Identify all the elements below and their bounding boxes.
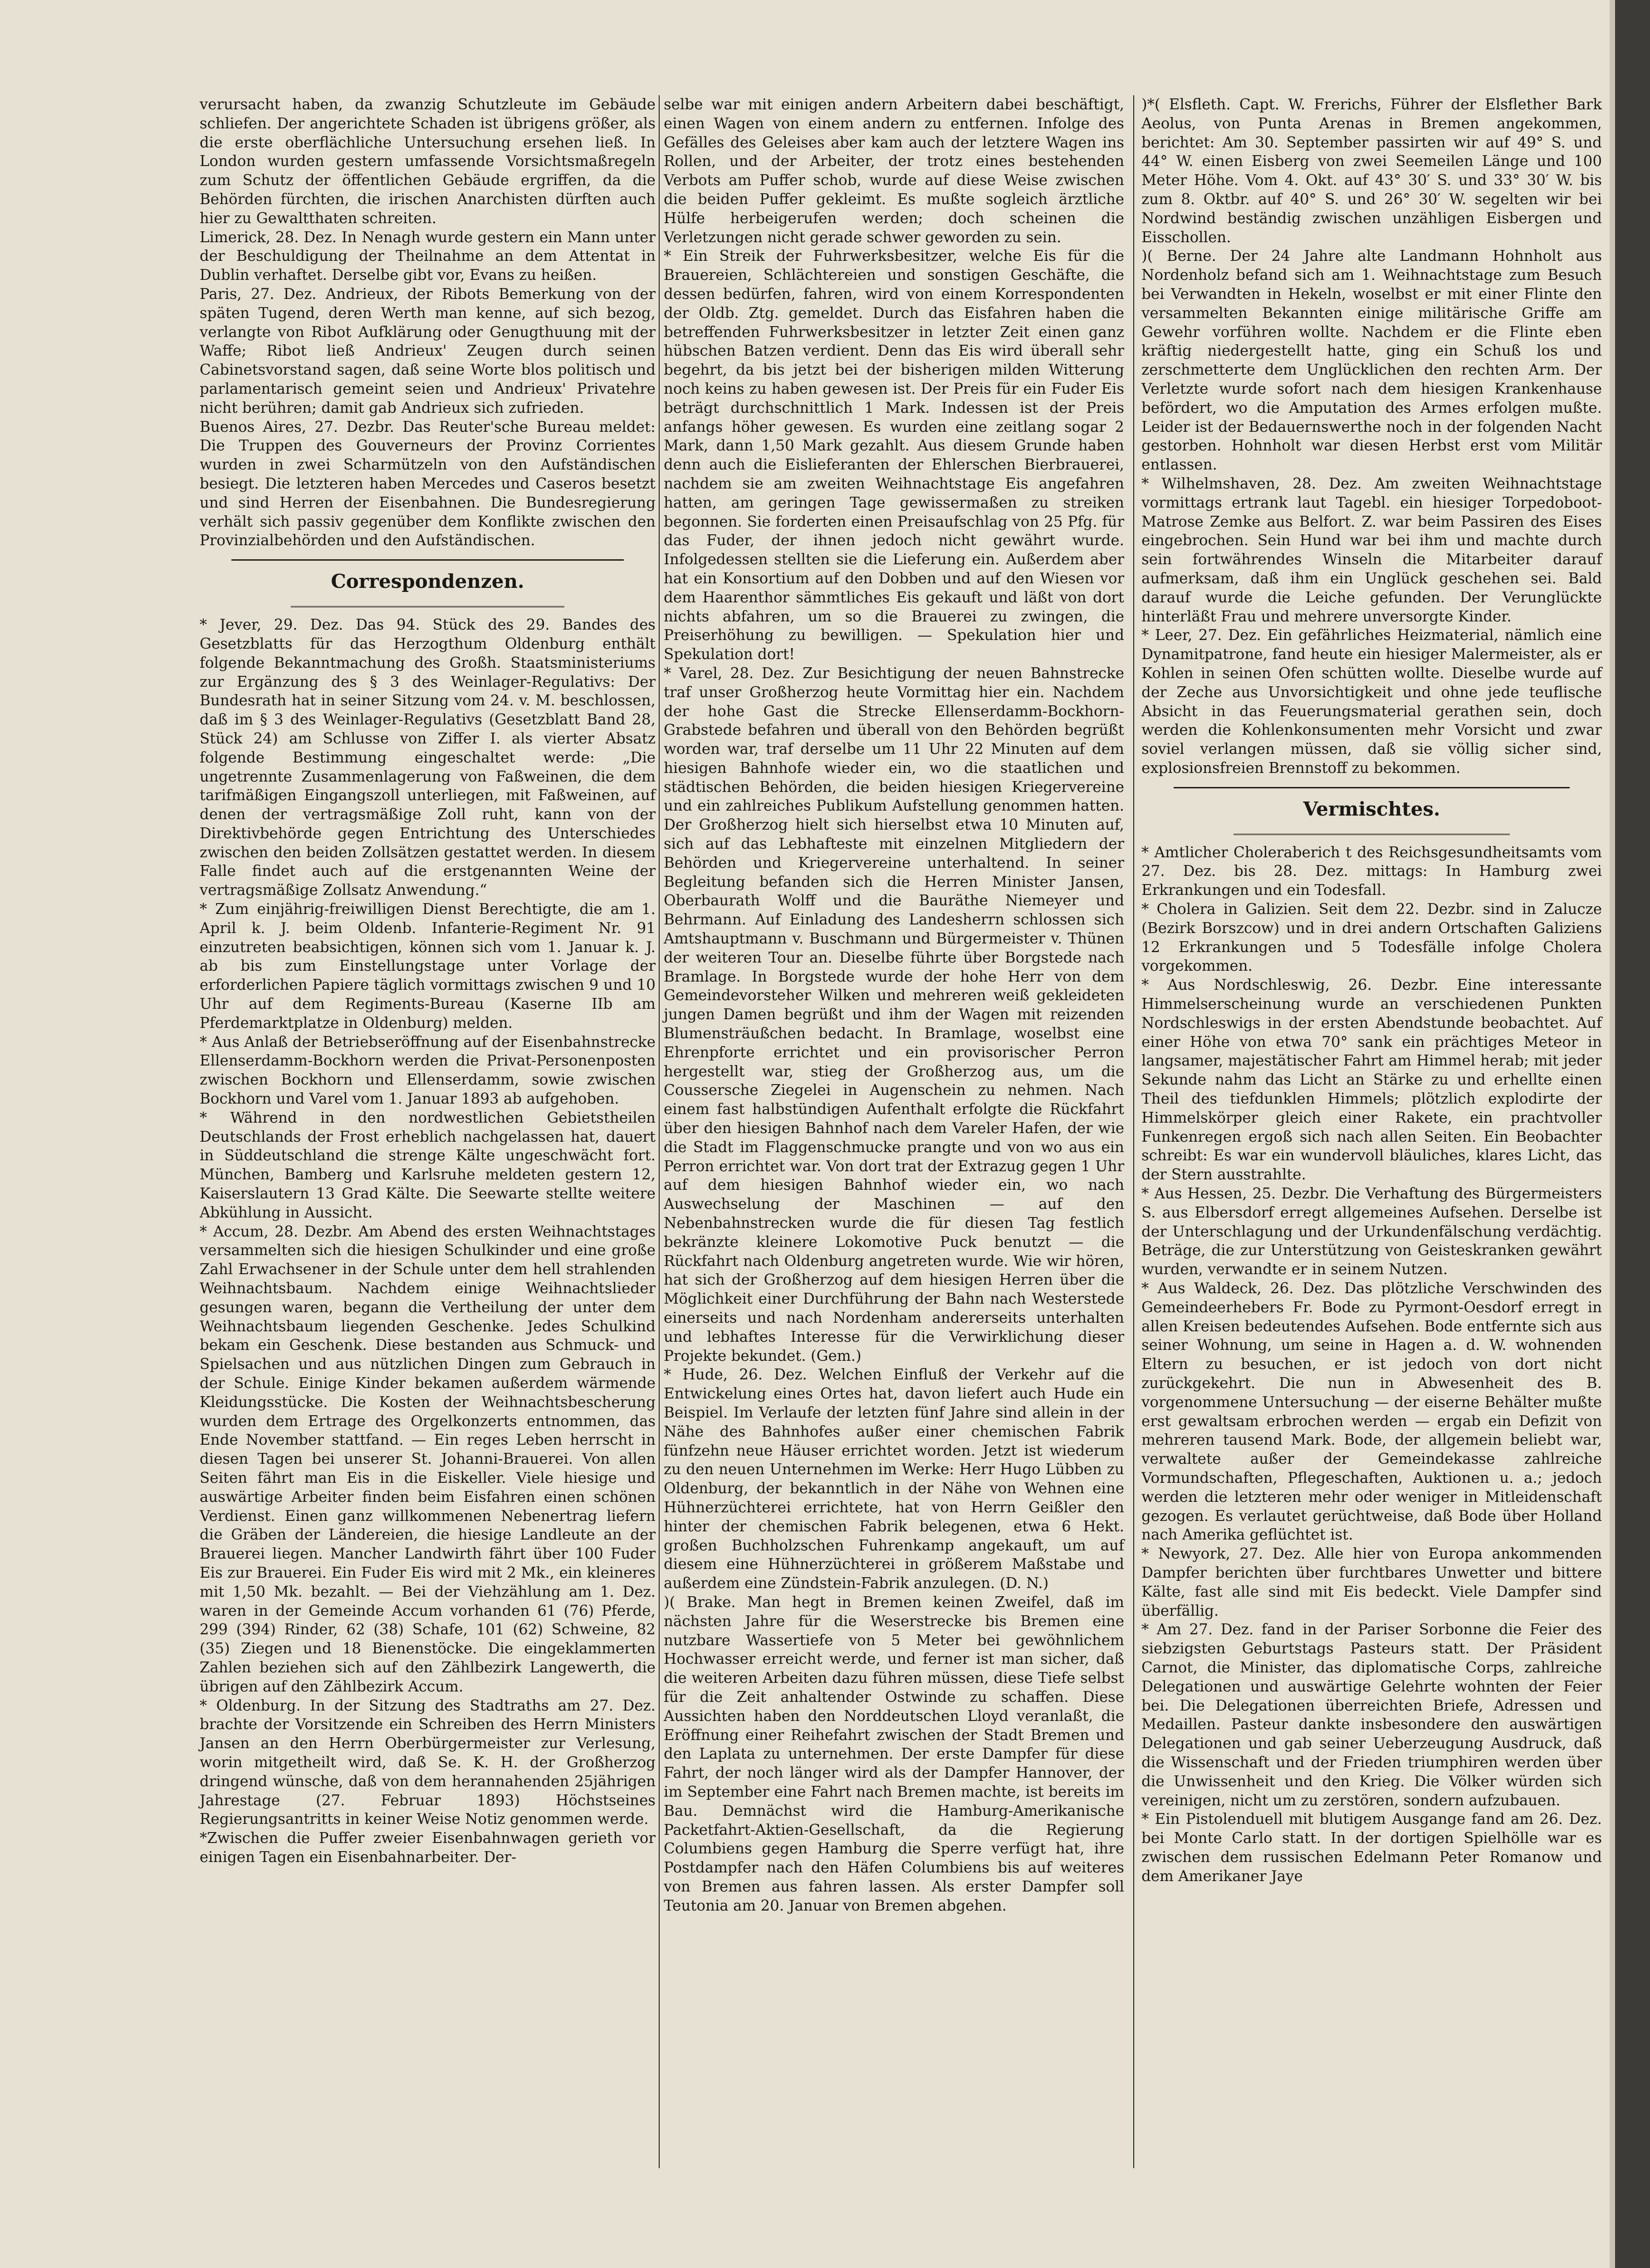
article-paragraph: * Wilhelmshaven, 28. Dez. Am zweiten Weihnachtstage vormittags ertrank laut Tagebl. ein hiesiger Torpedoboot-Matrose Zemke aus Belfort. Z. war beim Passiren des Eises eingebrochen. Sein Hund war bei ihm und machte durch sein fortwährendes Winseln die Mitarbeiter darauf aufmerksam, daß ihm ein Unglück geschehen sei. Bald darauf wurde die Leiche gefunden. Der Verunglückte hinterläßt Frau und mehrere unversorgte Kinder. — [1141, 474, 1602, 625]
article-paragraph: Paris, 27. Dez. Andrieux, der Ribots Bemerkung von der späten Tugend, deren Werth man kenne, auf sich bezog, verlangte von Ribot Aufklärung oder Genugthuung mit der Waffe; Ribot ließ Andrieux' Zeugen durch seinen Cabinetsvorstand sagen, daß seine Worte blos politisch und parlamentarisch gemeint seien und Andrieux' Privatehre nicht berühren; damit gab Andrieux sich zufrieden. — [200, 285, 656, 416]
article-paragraph: verursacht haben, da zwanzig Schutzleute im Gebäude schliefen. Der angerichtete Schaden ist übrigens größer, als die erste oberflächliche Untersuchung ersehen ließ. In London wurden gestern umfassende Vorsichtsmaßregeln zum Schutz der öffentlichen Gebäude ergriffen, da die Behörden fürchten, die irischen Anarchisten dürften auch hier zu Gewaltthaten schreiten. — [200, 96, 656, 227]
article-paragraph: * Während in den nordwestlichen Gebietstheilen Deutschlands der Frost erheblich nachgelassen hat, dauert in Süddeutschland die strenge Kälte ungeschwächt fort. München, Bamberg und Karlsruhe meldeten gestern 12, Kaiserslautern 13 Grad Kälte. Die Seewarte stellte weitere Abkühlung in Aussicht. — [200, 1109, 656, 1221]
article-paragraph: * Newyork, 27. Dez. Alle hier von Europa ankommenden Dampfer berichten über furchtbares Unwetter und bittere Kälte, fast alle sind mit Eis bedeckt. Viele Dampfer sind überfällig. — [1141, 1545, 1602, 1619]
article-paragraph: * Aus Hessen, 25. Dezbr. Die Verhaftung des Bürgermeisters S. aus Elbersdorf erregt allgemeines Aufsehen. Derselbe ist der Unterschlagung und der Urkundenfälschung verdächtig. Beträge, die zur Unterstützung von Geisteskranken gewährt wurden, verwandte er in seinem Nutzen. — [1141, 1185, 1602, 1278]
section-heading: Vermischtes. — [1303, 797, 1440, 820]
article-paragraph: Buenos Aires, 27. Dezbr. Das Reuter'sche Bureau meldet: Die Truppen des Gouverneurs der Provinz Corrientes wurden in zwei Scharmützeln von den Aufständischen besiegt. Die letzteren haben Mercedes und Caseros besetzt und sind Herren der Eisenbahnen. Die Bundesregierung verhält sich passiv gegenüber dem Konflikte zwischen den Provinzialbehörden und den Aufständischen. — [200, 418, 656, 549]
article-paragraph: selbe war mit einigen andern Arbeitern dabei beschäftigt, einen Wagen von einem andern zu entfernen. Infolge des Gefälles des Geleises aber kam auch der letztere Wagen ins Rollen, und der Arbeiter, der trotz eines bestehenden Verbots am Puffer schob, wurde auf diese Weise zwischen die beiden Puffer gekleimt. Es mußte sogleich ärztliche Hülfe herbeigerufen werden; doch scheinen die Verletzungen nicht gerade schwer geworden zu sein. — [664, 96, 1124, 246]
column-right — [1141, 95, 1602, 1886]
heading-rule — [231, 559, 623, 562]
article-paragraph: * Ein Streik der Fuhrwerksbesitzer, welche Eis für die Brauereien, Schlächtereien und sonstigen Geschäfte, die dessen bedürfen, fahren, wird von einem Korrespondenten der Oldb. Ztg. gemeldet. Durch das Eisfahren haben die betreffenden Fuhrwerksbesitzer in letzter Zeit einen ganz hübschen Batzen verdient. Denn das Eis wird überall sehr begehrt, da bis jetzt bei der bisherigen milden Witterung noch keins zu haben gewesen ist. Der Preis für ein Fuder Eis beträgt durchschnittlich 1 Mark. Indessen ist der Preis anfangs höher gewesen. Es wurden eine zeitlang sogar 2 Mark, dann 1,50 Mark gezahlt. Aus diesem Grunde haben denn auch die Eislieferanten der Ehlerschen Bierbrauerei, nachdem sie am zweiten Weihnachtstage Eis angefahren hatten, am geringen Tage gewissermaßen zu streiken begonnen. Sie forderten einen Preisaufschlag von 25 Pfg. für das Fuder, der ihnen jedoch nicht gewährt wurde. Infolgedessen stellten sie die Lieferung ein. Außerdem aber hat ein Konsortium auf den Dobben und auf den Wiesen vor dem Haarenthor sämmtliches Eis gekauft und läßt von dort nichts abfahren, um so die Brauerei zu zwingen, die Preiserhöhung zu bewilligen. — Spekulation hier und Spekulation dort! — [664, 247, 1124, 663]
article-paragraph: * Aus Waldeck, 26. Dez. Das plötzliche Verschwinden des Gemeindeerhebers Fr. Bode zu Pyrmont-Oesdorf erregt in allen Kreisen bedeutendes Aufsehen. Bode entfernte sich aus seiner Wohnung, um seine in Hagen a. d. W. wohnenden Eltern zu besuchen, er ist jedoch von dort nicht zurückgekehrt. Die nun in Abwesenheit des B. vorgenommene Untersuchung — der eiserne Behälter mußte erst gewaltsam erbrochen werden — ergab ein Defizit von mehreren tausend Mark. Bode, der allgemein beliebt war, verwaltete außer der Gemeindekasse zahlreiche Vormundschaften, Pflegeschaften, Auktionen u. a.; jedoch werden die letzteren mehr oder weniger in Mitleidenschaft gezogen. Es verlautet gerüchtweise, daß Bode über Holland nach Amerika geflüchtet ist. — [1141, 1280, 1602, 1544]
column-rule — [1133, 95, 1134, 2168]
article-paragraph: * Varel, 28. Dez. Zur Besichtigung der neuen Bahnstrecke traf unser Großherzog heute Vormittag hier ein. Nachdem der hohe Gast die Strecke Ellenserdamm-Bockhorn-Grabstede befahren und überall von den Behörden begrüßt worden war, traf derselbe um 11 Uhr 22 Minuten auf dem hiesigen Bahnhofe wieder ein, wo die staatlichen und städtischen Behörden, die beiden hiesigen Kriegervereine und ein zahlreiches Publikum Aufstellung genommen hatten. Der Großherzog hielt sich hierselbst etwa 10 Minuten auf, sich auf das Lebhafteste mit einzelnen Mitgliedern der Behörden und Kriegervereine unterhaltend. In seiner Begleitung befanden sich die Herren Minister Jansen, Oberbaurath Wolff und die Bauräthe Niemeyer und Behrmann. Auf Einladung des Landesherrn schlossen sich Amtshauptmann v. Buschmann und Bürgermeister v. Thünen der weiteren Tour an. Dieselbe führte über Borgstede nach Bramlage. In Borgstede wurde der hohe Herr von dem Gemeindevorsteher Wilken und mehreren weiß gekleideten jungen Damen begrüßt und ihm der Wagen mit reizenden Blumensträußchen bedacht. In Bramlage, woselbst eine Ehrenpforte errichtet und ein provisorischer Perron hergestellt war, stieg der Großherzog aus, um die Coussersche Ziegelei in Augenschein zu nehmen. Nach einem fast halbstündigen Aufenthalt erfolgte die Rückfahrt über den hiesigen Bahnhof nach dem Vareler Hafen, der wie die Stadt im Flaggenschmucke prangte und von wo aus ein Perron errichtet war. Von dort trat der Extrazug gegen 1 Uhr auf dem hiesigen Bahnhof wieder ein, wo nach Auswechselung der Maschinen — auf den Nebenbahnstrecken wurde die für diesen Tag festlich bekränzte kleinere Lokomotive Puck benutzt — die Rückfahrt nach Oldenburg angetreten wurde. Wie wir hören, hat sich der Großherzog auf dem hiesigen Herren über die Möglichkeit einer Durchführung der Bahn nach Westerstede einerseits und nach Nordenham andererseits unterhalten und lebhaftes Interesse für die Verwirklichung dieser Projekte bekundet. (Gem.) — [664, 664, 1124, 1364]
section-heading-block — [1141, 787, 1602, 835]
article-paragraph: * Leer, 27. Dez. Ein gefährliches Heizmaterial, nämlich eine Dynamitpatrone, fand heute ein hiesiger Malermeister, als er Kohlen in seinen Ofen schütten wollte. Dieselbe wurde auf der Zeche aus Unvorsichtigkeit und ohne jede teuflische Absicht in das Feuerungsmaterial gerathen sein, doch werden die Kohlenkonsumenten mehr Vorsicht und zwar soviel verlangen müssen, daß sie völlig sicher sind, explosionsfreien Brennstoff zu bekommen. — [1141, 626, 1602, 777]
article-paragraph: * Zum einjährig-freiwilligen Dienst Berechtigte, die am 1. April k. J. beim Oldenb. Infanterie-Regiment Nr. 91 einzutreten beabsichtigen, können sich vom 1. Januar k. J. ab bis zum Einstellungstage unter Vorlage der erforderlichen Papiere täglich vormittags zwischen 9 und 10 Uhr auf dem Regiments-Bureau (Kaserne IIb am Pferdemarktplatze in Oldenburg) melden. — [200, 900, 656, 1031]
article-paragraph: *Zwischen die Puffer zweier Eisenbahnwagen gerieth vor einigen Tagen ein Eisenbahnarbeiter. Der- — [200, 1829, 656, 1866]
article-paragraph: * Amtlicher Choleraberich t des Reichsgesundheitsamts vom 27. Dez. bis 28. Dez. mittags: In Hamburg zwei Erkrankungen und ein Todesfall. — [1141, 843, 1602, 899]
article-paragraph: * Aus Nordschleswig, 26. Dezbr. Eine interessante Himmelserscheinung wurde an verschiedenen Punkten Nordschleswigs in der ersten Abendstunde beobachtet. Auf einer Höhe von etwa 70° sank ein prächtiges Meteor in langsamer, majestätischer Fahrt am Himmel herab; mit jeder Sekunde nahm das Licht an Stärke zu und erhellte einen Theil des tiefdunklen Himmels; plötzlich explodirte der Himmelskörper gleich einer Rakete, ein prachtvoller Funkenregen ergoß sich nach allen Seiten. Ein Beobachter schreibt: Es war ein wundervoll bläuliches, klares Licht, das der Stern ausstrahlte. — [1141, 976, 1602, 1183]
article-paragraph: )*( Elsfleth. Capt. W. Frerichs, Führer der Elsflether Bark Aeolus, von Punta Arenas in Bremen angekommen, berichtet: Am 30. September passirten wir auf 49° S. und 44° W. einen Eisberg von zwei Seemeilen Länge und 100 Meter Höhe. Vom 4. Okt. auf 43° 30′ S. und 33° 30′ W. bis zum 8. Oktbr. auf 40° S. und 26° 30′ W. segelten wir bei Nordwind beständig zwischen unzähligen Eisbergen und Eisschollen. — [1141, 96, 1602, 246]
article-paragraph: * Jever, 29. Dez. Das 94. Stück des 29. Bandes des Gesetzblatts für das Herzogthum Oldenburg enthält folgende Bekanntmachung des Großh. Staatsministeriums zur Ergänzung des § 3 des Weinlager-Regulativs: Der Bundesrath hat in seiner Sitzung vom 24. v. M. beschlossen, daß im § 3 des Weinlager-Regulativs (Gesetzblatt Band 28, Stück 24) am Schlusse von Ziffer I. als vierter Absatz folgende Bestimmung eingeschaltet werde: „Die ungetrennte Zusammenlagerung von Faßweinen, die dem tarifmäßigen Eingangszoll unterliegen, mit Faßweinen, auf denen der vertragsmäßige Zoll ruht, kann von der Direktivbehörde gegen Entrichtung des Unterschiedes zwischen den beiden Zollsätzen gestattet werden. In diesem Falle findet auch auf die erstgenannten Weine der vertragsmäßige Zollsatz Anwendung.“ — [200, 616, 656, 899]
article-paragraph: * Cholera in Galizien. Seit dem 22. Dezbr. sind in Zalucze (Bezirk Borszcow) und in drei andern Ortschaften Galiziens 12 Erkrankungen und 5 Todesfälle infolge Cholera vorgekommen. — [1141, 900, 1602, 975]
article-paragraph: * Accum, 28. Dezbr. Am Abend des ersten Weihnachtstages versammelten sich die hiesigen Schulkinder und eine große Zahl Erwachsener in der Schule unter dem hell strahlenden Weihnachtsbaum. Nachdem einige Weihnachtslieder gesungen waren, begann die Vertheilung der unter dem Weihnachtsbaum liegenden Geschenke. Jedes Schulkind bekam ein Geschenk. Diese bestanden aus Schmuck- und Spielsachen und aus nützlichen Dingen zum Gebrauch in der Schule. Einige Kinder bekamen außerdem wärmende Kleidungsstücke. Die Kosten der Weihnachtsbescherung wurden dem Ertrage des Orgelkonzerts entnommen, das Ende November stattfand. — Ein reges Leben herrscht in diesen Tagen bei unserer St. Johanni-Brauerei. Von allen Seiten fährt man Eis in die Eiskeller. Viele hiesige und auswärtige Arbeiter finden beim Eisfahren einen schönen Verdienst. Einen ganz willkommenen Nebenertrag liefern die Gräben der Ländereien, die hiesige Landleute an der Brauerei liegen. Mancher Landwirth fährt über 100 Fuder Eis zur Brauerei. Ein Fuder Eis wird mit 2 Mk., ein kleineres mit 1,50 Mk. bezahlt. — Bei der Viehzählung am 1. Dez. waren in der Gemeinde Accum vorhanden 61 (76) Pferde, 299 (394) Rinder, 62 (38) Schafe, 101 (62) Schweine, 82 (35) Ziegen und 18 Bienenstöcke. Die eingeklammerten Zahlen beziehen sich auf den Zählbezirk Langewerth, die übrigen auf den Zählbezirk Accum. — [200, 1222, 656, 1695]
section-heading-block — [200, 559, 656, 607]
article-paragraph: Limerick, 28. Dez. In Nenagh wurde gestern ein Mann unter der Beschuldigung der Theilnahme an dem Attentat in Dublin verhaftet. Derselbe gibt vor, Evans zu heißen. — [200, 228, 656, 284]
column-left — [200, 95, 656, 1867]
column-rule — [659, 95, 660, 2168]
heading-rule — [1174, 787, 1570, 790]
section-heading: Correspondenzen. — [331, 570, 524, 593]
heading-ornament — [1234, 826, 1510, 835]
article-paragraph: * Oldenburg. In der Sitzung des Stadtraths am 27. Dez. brachte der Vorsitzende ein Schreiben des Herrn Ministers Jansen an den Herrn Oberbürgermeister zur Verlesung, worin mitgetheilt wird, daß Se. K. H. der Großherzog dringend wünsche, daß von dem herannahenden 25jährigen Jahrestage (27. Februar 1893) Höchstseines Regierungsantritts in keiner Weise Notiz genommen werde. — [200, 1696, 656, 1828]
article-paragraph: * Aus Anlaß der Betriebseröffnung auf der Eisenbahnstrecke Ellenserdamm-Bockhorn werden die Privat-Personenposten zwischen Bockhorn und Ellenserdamm, sowie zwischen Bockhorn und Varel vom 1. Januar 1893 ab aufgehoben. — [200, 1033, 656, 1108]
heading-ornament — [291, 599, 564, 607]
page-edge — [1610, 0, 1615, 2268]
article-paragraph: * Am 27. Dez. fand in der Pariser Sorbonne die Feier des siebzigsten Geburtstags Pasteurs statt. Der Präsident Carnot, die Minister, das diplomatische Corps, zahlreiche Delegationen und auswärtige Gelehrte wohnten der Feier bei. Die Delegationen überreichten Briefe, Adressen und Medaillen. Pasteur dankte insbesondere den auswärtigen Delegationen und gab seiner Ueberzeugung Ausdruck, daß die Wissenschaft und der Frieden triumphiren werden über die Unwissenheit und den Krieg. Die Völker würden sich vereinigen, nicht um zu zerstören, sondern aufzubauen. — [1141, 1621, 1602, 1809]
article-paragraph: * Ein Pistolenduell mit blutigem Ausgange fand am 26. Dez. bei Monte Carlo statt. In der dortigen Spielhölle war es zwischen dem russischen Edelmann Peter Romanow und dem Amerikaner Jaye — [1141, 1810, 1602, 1885]
column-middle — [664, 95, 1124, 1916]
article-paragraph: * Hude, 26. Dez. Welchen Einfluß der Verkehr auf die Entwickelung eines Ortes hat, davon liefert auch Hude ein Beispiel. Im Verlaufe der letzten fünf Jahre sind allein in der Nähe des Bahnhofes außer einer chemischen Fabrik fünfzehn neue Häuser errichtet worden. Jetzt ist wiederum zu den neuen Unternehmen im Werke: Herr Hugo Lübben zu Oldenburg, der bekanntlich in der Nähe von Wehnen eine Hühnerzüchterei errichtete, hat von Herrn Geißler den hinter der chemischen Fabrik belegenen, etwa 6 Hekt. großen Buchholzschen Fuhrenkamp angekauft, um auf diesem eine Hühnerzüchterei in größerem Maßstabe und außerdem eine Zündstein-Fabrik anzulegen. (D. N.) — [664, 1366, 1124, 1592]
article-paragraph: )( Brake. Man hegt in Bremen keinen Zweifel, daß im nächsten Jahre für die Weserstrecke bis Bremen eine nutzbare Wassertiefe von 5 Meter bei gewöhnlichem Hochwasser erreicht werde, und ferner ist man sicher, daß die weiteren Arbeiten dazu führen müssen, diese Tiefe selbst für die Zeit anhaltender Ostwinde zu schaffen. Diese Aussichten haben den Norddeutschen Lloyd veranlaßt, die Eröffnung einer Reihefahrt zwischen der Stadt Bremen und den Laplata zu unternehmen. Der erste Dampfer für diese Fahrt, der noch länger wird als der Dampfer Hannover, der im September eine Fahrt nach Bremen machte, ist bereits im Bau. Demnächst wird die Hamburg-Amerikanische Packetfahrt-Aktien-Gesellschaft, da die Regierung Columbiens gegen Hamburg die Sperre verfügt hat, ihre Postdampfer nach den Häfen Columbiens bis auf weiteres von Bremen aus fahren lassen. Als erster Dampfer soll Teutonia am 20. Januar von Bremen abgehen. — [664, 1593, 1124, 1914]
article-paragraph: )( Berne. Der 24 Jahre alte Landmann Hohnholt aus Nordenholz befand sich am 1. Weihnachtstage zum Besuch bei Verwandten in Hekeln, woselbst er mit einer Flinte den versammelten Bekannten einige militärische Griffe am Gewehr vorführen wollte. Nachdem er die Flinte eben kräftig niedergestellt hatte, ging ein Schuß los und zerschmetterte dem Unglücklichen den rechten Arm. Der Verletzte wurde sofort nach dem hiesigen Krankenhause befördert, wo die Amputation des Armes erfolgen mußte. Leider ist der Bedauernswerthe noch in der folgenden Nacht gestorben. Hohnholt war diesen Herbst erst vom Militär entlassen. — [1141, 247, 1602, 474]
